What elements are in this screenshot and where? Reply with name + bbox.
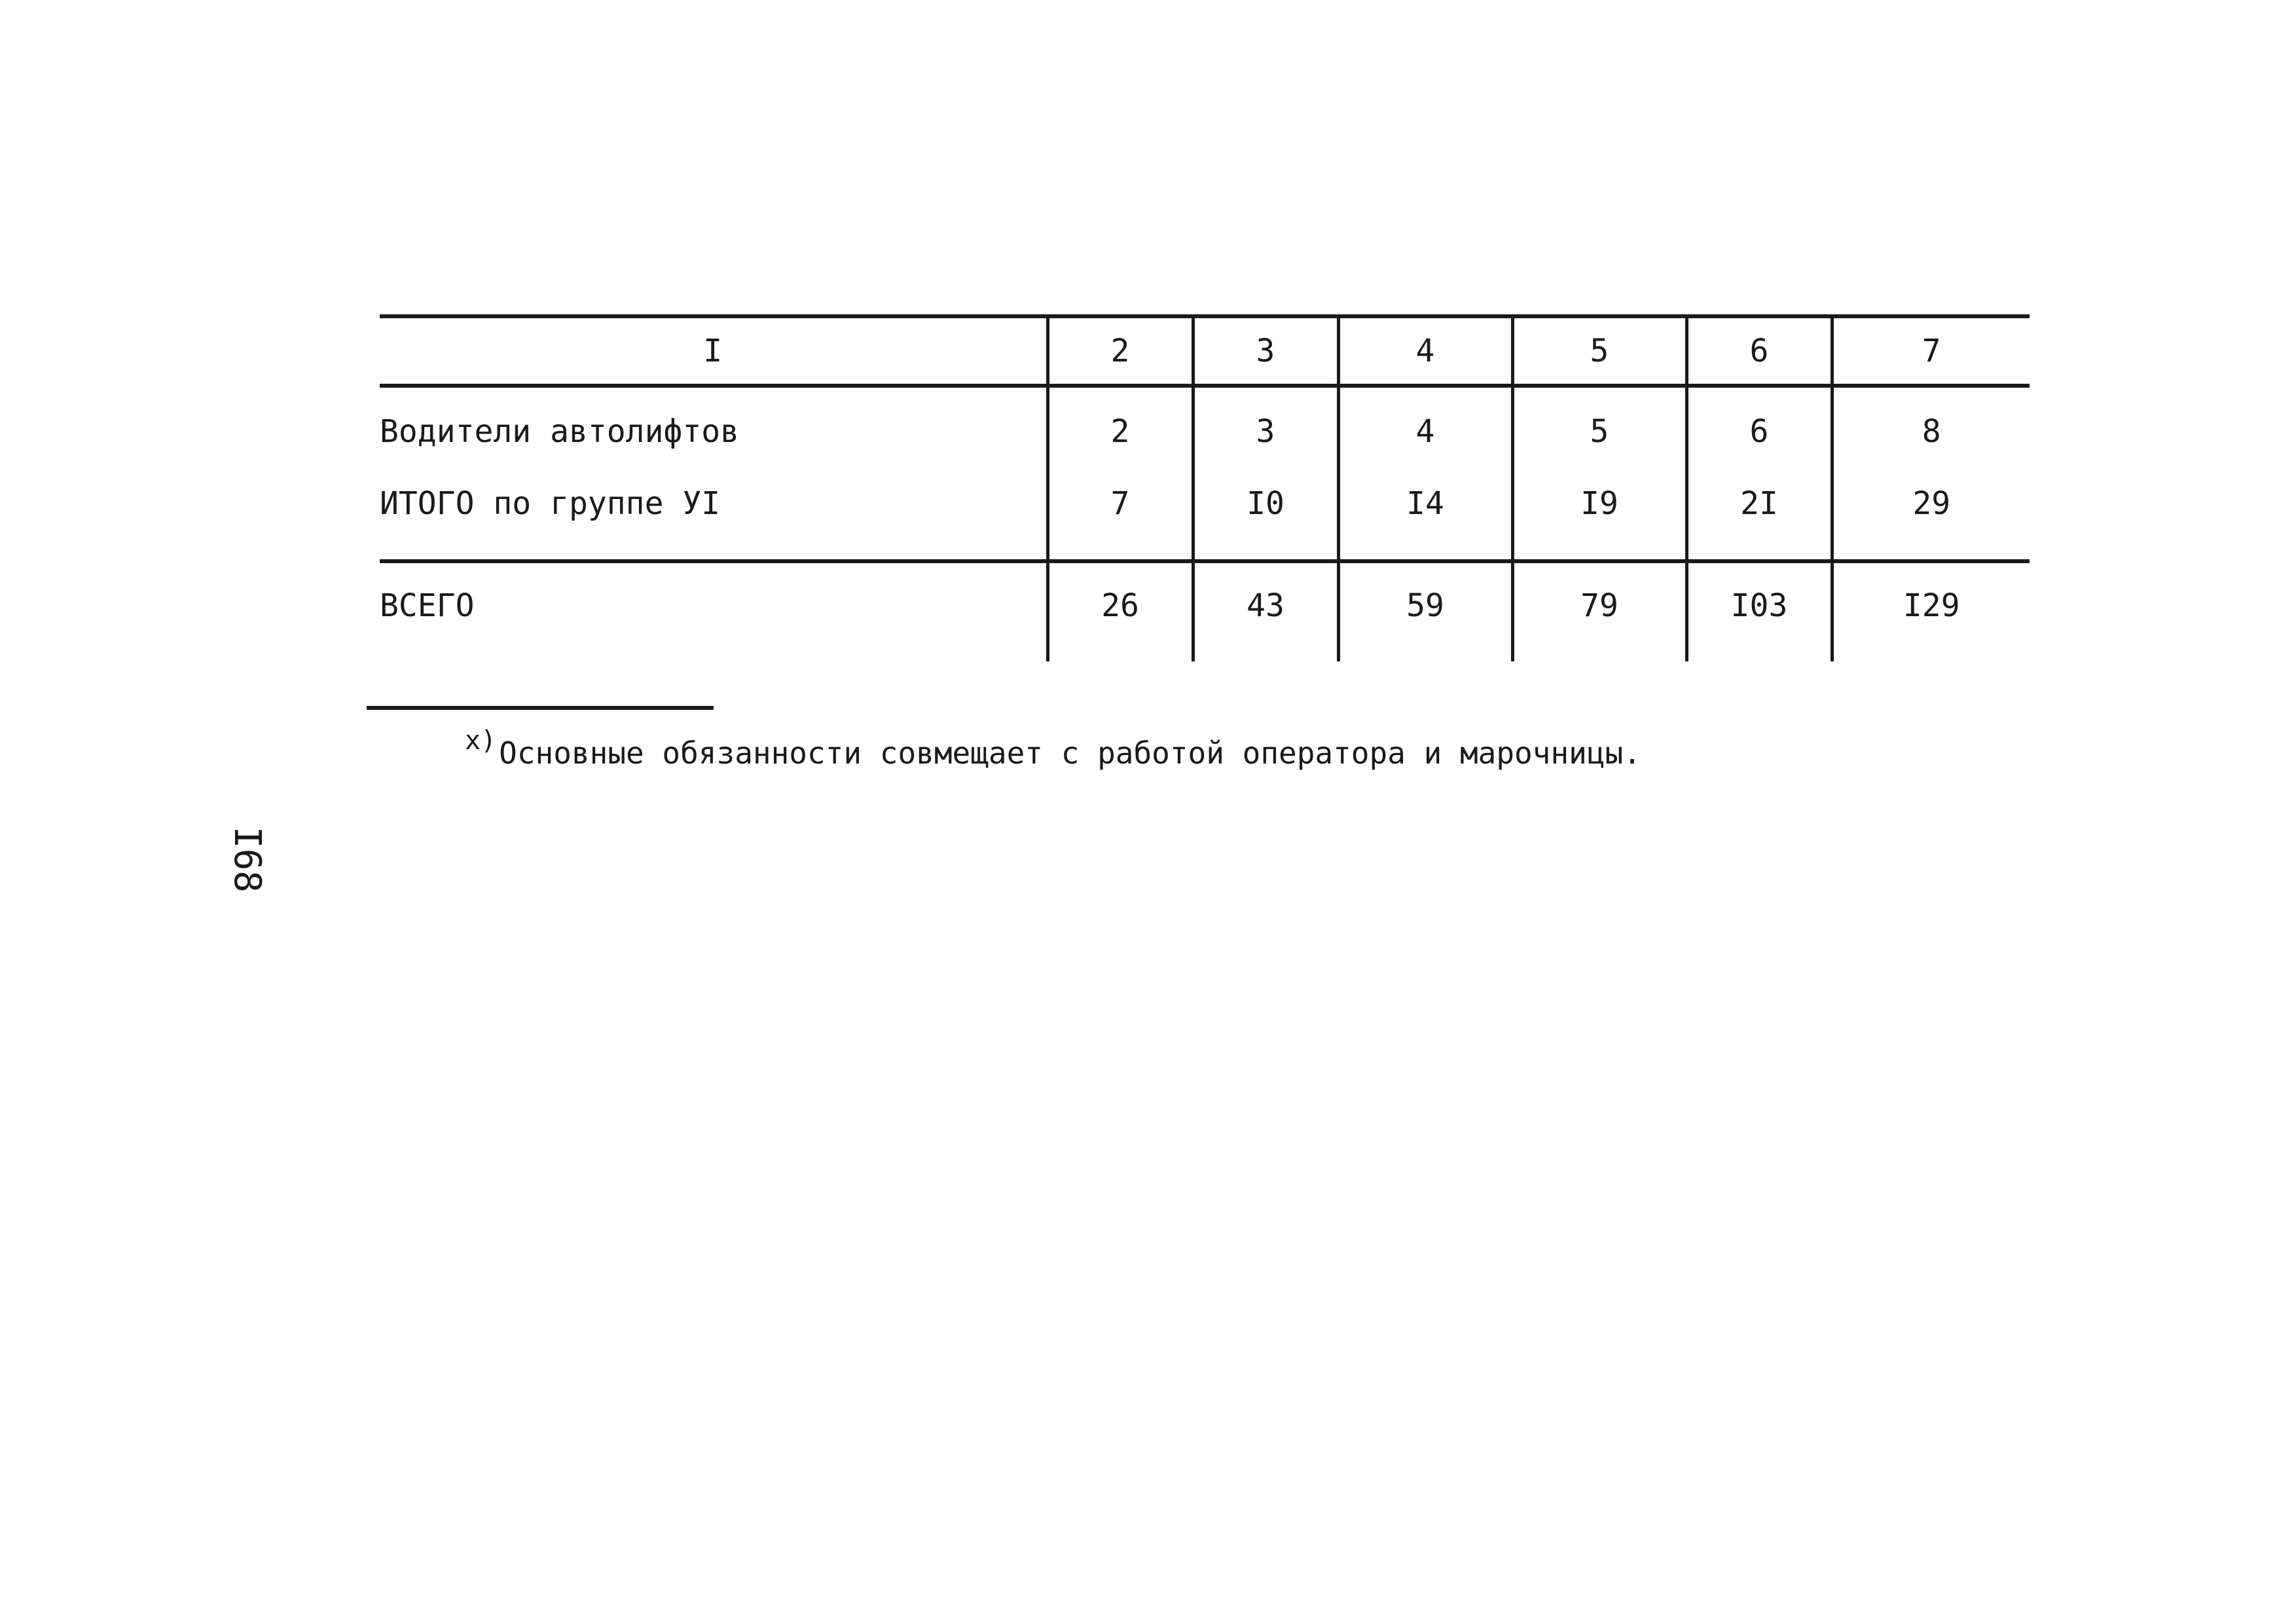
footnote-text: Основные обязанности совмещает с работой оператора и марочницы. [499, 735, 1641, 771]
total-label: ВСЕГО [380, 561, 1048, 661]
table-cell: 6 [1686, 386, 1832, 468]
footnote [465, 726, 1641, 771]
staffing-table [380, 314, 2030, 661]
table-cell: 29 [1832, 468, 2030, 561]
total-cell: 79 [1512, 561, 1686, 661]
column-header-4: 4 [1338, 316, 1512, 386]
total-cell: I29 [1832, 561, 2030, 661]
column-header-6: 6 [1686, 316, 1832, 386]
footnote-marker: х) [465, 726, 497, 756]
table-cell: I9 [1512, 468, 1686, 561]
table-cell: 7 [1048, 468, 1193, 561]
page-number: I68 [226, 826, 268, 893]
total-cell: 26 [1048, 561, 1193, 661]
total-cell: I03 [1686, 561, 1832, 661]
table-header-row [380, 316, 2030, 386]
column-header-7: 7 [1832, 316, 2030, 386]
table-cell: 2I [1686, 468, 1832, 561]
table-cell: I0 [1193, 468, 1338, 561]
table-cell: 5 [1512, 386, 1686, 468]
total-cell: 59 [1338, 561, 1512, 661]
table-total-row [380, 561, 2030, 661]
total-cell: 43 [1193, 561, 1338, 661]
table-cell: 4 [1338, 386, 1512, 468]
table-row [380, 386, 2030, 468]
row-label: ИТОГО по группе УI [380, 485, 721, 522]
table-cell: 3 [1193, 386, 1338, 468]
table-cell: I4 [1338, 468, 1512, 561]
row-label: Водители автолифтов [380, 413, 740, 450]
column-header-3: 3 [1193, 316, 1338, 386]
column-header-2: 2 [1048, 316, 1193, 386]
footnote-divider [367, 706, 714, 710]
table-cell: 2 [1048, 386, 1193, 468]
table-cell: 8 [1832, 386, 2030, 468]
column-header-1: I [380, 316, 1048, 386]
column-header-5: 5 [1512, 316, 1686, 386]
table-row [380, 468, 2030, 561]
